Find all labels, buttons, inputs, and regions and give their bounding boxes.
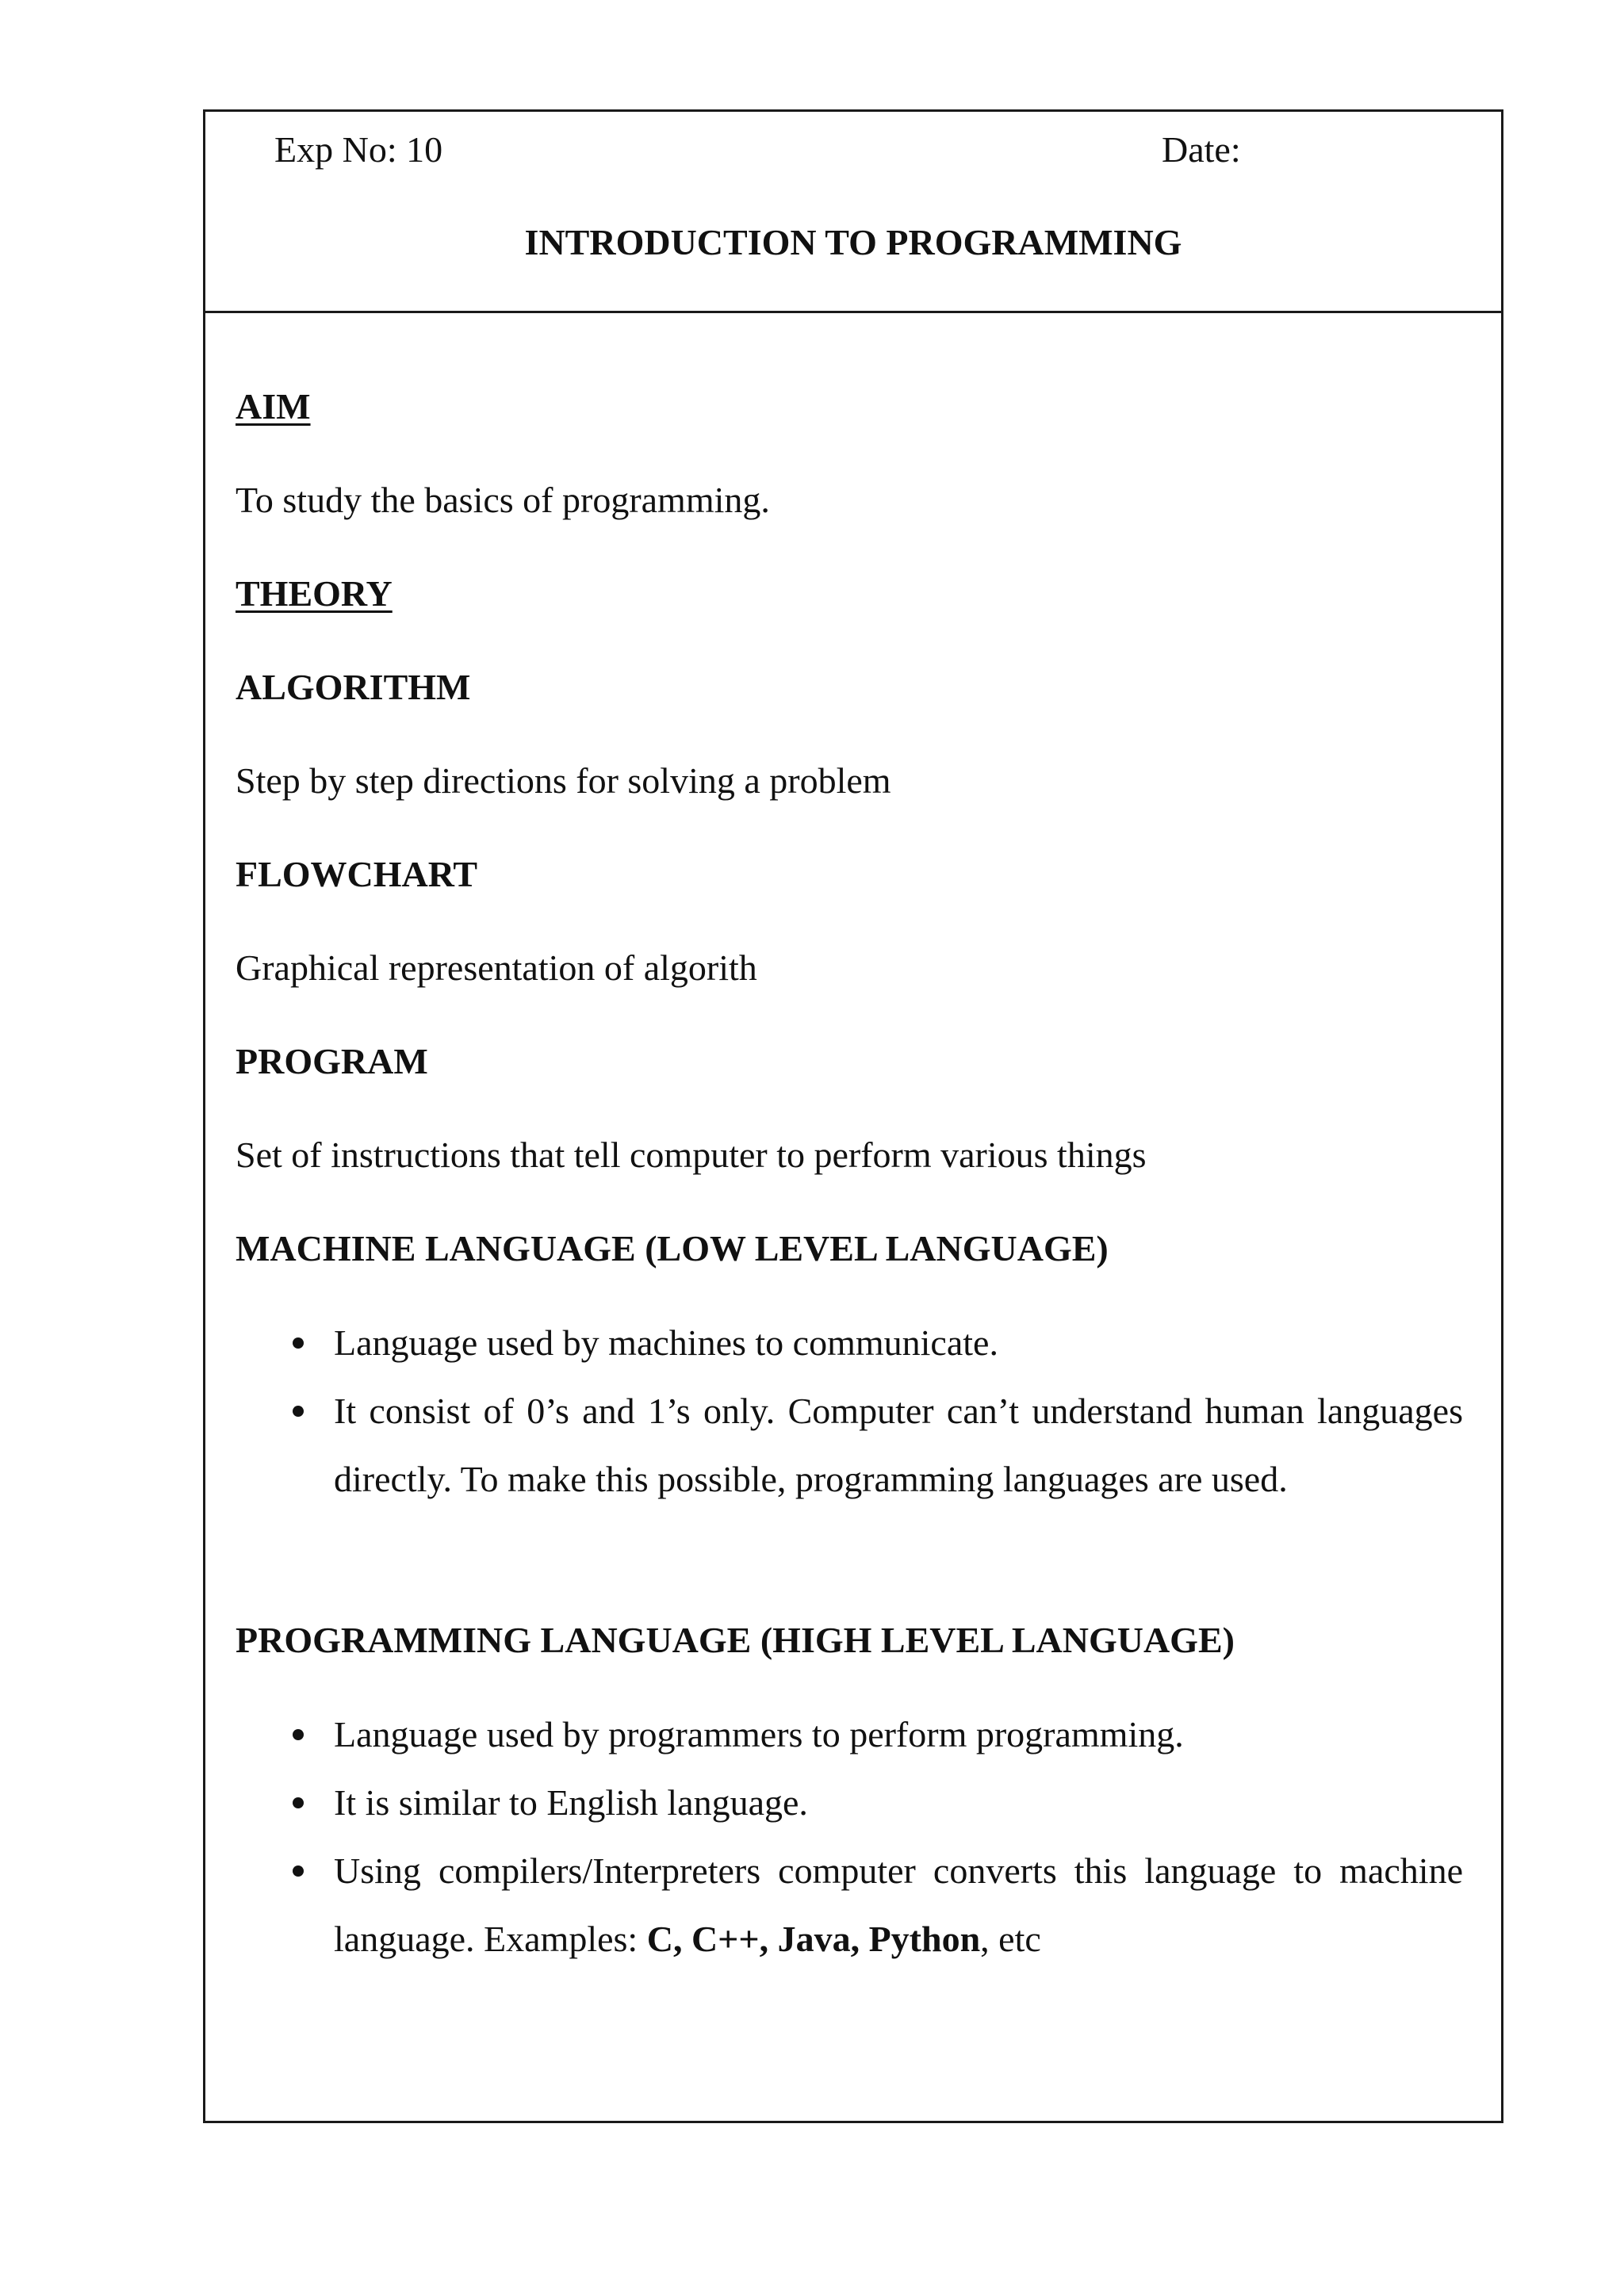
exp-number: Exp No: 10 — [274, 129, 443, 170]
examples-tail: , etc — [980, 1919, 1041, 1959]
program-text: Set of instructions that tell computer to perform various things — [236, 1135, 1147, 1175]
algorithm-text: Step by step directions for solving a problem — [236, 760, 891, 801]
examples-list: C, C++, Java, Python — [646, 1919, 981, 1959]
program-heading: PROGRAM — [236, 1041, 428, 1081]
bullet-text: It is similar to English language. — [334, 1782, 808, 1823]
bullet-text: It consist of 0’s and 1’s only. Computer can’t understand human languages directly. To make this possible, programming languages are used. — [334, 1391, 1463, 1499]
bullet-text-main: Using compilers/Interpreters computer converts this language to machine language. Examples: — [334, 1850, 1463, 1959]
header-divider — [205, 311, 1501, 313]
algorithm-heading: ALGORITHM — [236, 667, 471, 707]
bullet-icon — [293, 1406, 304, 1417]
theory-heading: THEORY — [236, 573, 393, 614]
flowchart-text: Graphical representation of algorith — [236, 947, 757, 988]
document-frame — [203, 109, 1503, 2123]
bullet-icon — [293, 1337, 304, 1349]
aim-heading: AIM — [236, 386, 311, 427]
bullet-icon — [293, 1797, 304, 1808]
bullet-text: Language used by machines to communicate. — [334, 1322, 998, 1363]
machine-language-heading: MACHINE LANGUAGE (LOW LEVEL LANGUAGE) — [236, 1228, 1109, 1269]
bullet-text — [334, 1837, 1463, 1973]
bullet-icon — [293, 1729, 304, 1740]
programming-language-heading: PROGRAMMING LANGUAGE (HIGH LEVEL LANGUAGE) — [236, 1620, 1235, 1660]
aim-text: To study the basics of programming. — [236, 480, 770, 520]
date-label: Date: — [1162, 129, 1241, 170]
page-title: INTRODUCTION TO PROGRAMMING — [524, 222, 1182, 262]
bullet-icon — [293, 1866, 304, 1877]
bullet-text: Language used by programmers to perform programming. — [334, 1714, 1184, 1755]
flowchart-heading: FLOWCHART — [236, 854, 478, 894]
